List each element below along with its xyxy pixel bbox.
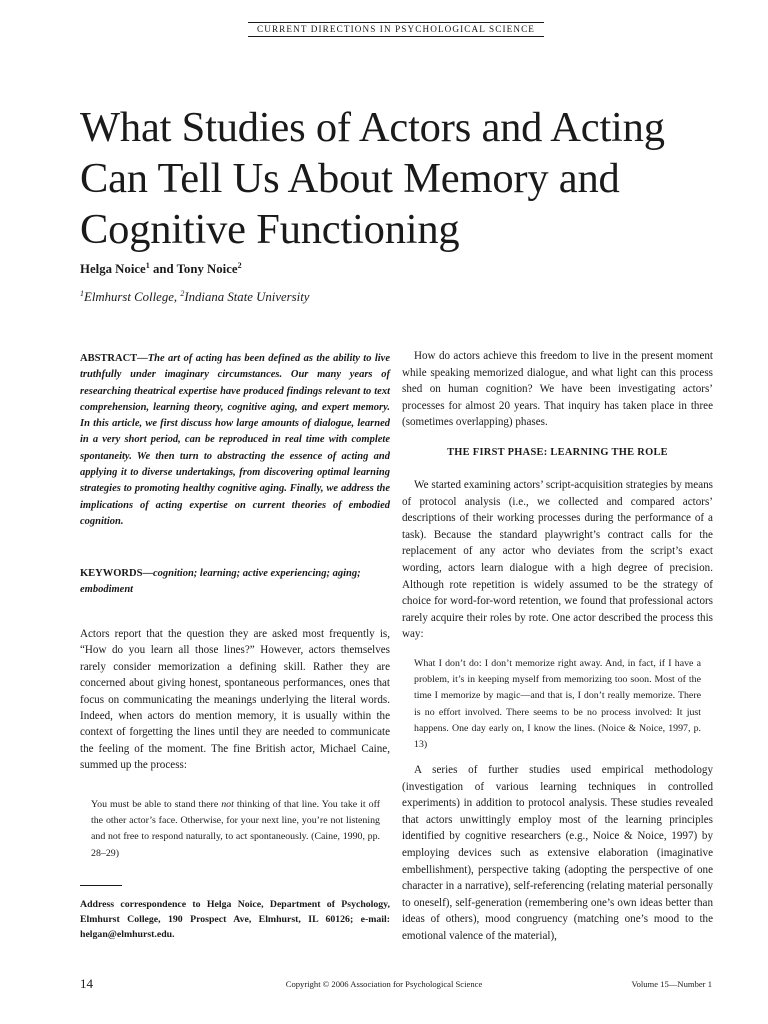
keywords-dash: — (142, 568, 153, 579)
running-head: CURRENT DIRECTIONS IN PSYCHOLOGICAL SCIENCE (248, 22, 544, 37)
affiliation-mark: 1 (80, 289, 84, 298)
author-name: Helga Noice (80, 262, 146, 276)
abstract-text: The art of acting has been defined as the ability to live truthfully under imaginary circumstances. Our many years of researching theatrical expertise have produced findings relevant to text comprehension, learning theory, cognitive aging, and expert memory. In this article, we first discuss how large amounts of dialogue, learned in a very short period, can be reproduced in real time with complete spontaneity. We then turn to abstracting the essence of acting and applying it to diverse undertakings, from discovering optimal learning strategies to promoting healthy cognitive aging. Finally, we address the implications of acting expertise on current theories of embodied cognition. (80, 353, 390, 527)
affiliation-name: Elmhurst College, (84, 290, 181, 304)
quote-text: You must be able to stand there (91, 799, 222, 810)
body-paragraph: We started examining actors’ script-acquisition strategies by means of protocol analysis (i.e., we collected and compared actors’ descriptions of their working processes during the performance of a task). Because the standard playwright’s contract calls for the replacement of any actor who deviates from the script’s exact wording, actors learn dialogue with a high degree of precision. Although rote repetition is widely assumed to be the strategy of choice for word-for-word retention, we found that professional actors rarely acquire their roles by rote. One actor described the process this way: (402, 479, 713, 641)
affiliation-mark: 2 (180, 289, 185, 298)
author-affiliation-mark: 1 (145, 261, 150, 270)
footnote-rule (80, 885, 122, 886)
section-heading: THE FIRST PHASE: LEARNING THE ROLE (447, 447, 668, 458)
author-conjunction: and (149, 262, 177, 276)
body-paragraph: Actors report that the question they are asked most frequently is, “How do you learn all those lines?” However, actors themselves rarely consider memorization a defining skill. Rather they are concerned about giving honest, spontaneous performances, ones that focus on communicating the meanings underlying the literal words. Indeed, when actors do mention memory, it is usually within the context of forgetting the lines until they are needed to communicate the feeling of the moment. The fine British actor, Michael Caine, summed up the process: (80, 628, 390, 772)
copyright-line: Copyright © 2006 Association for Psychological Science (285, 979, 483, 989)
block-quote: What I don’t do: I don’t memorize right away. And, in fact, if I have a problem, it’s in keeping myself from memorizing too soon. Most of the time I memorize by magic—and that is, I don’t really memorize. There is no effort involved. There seems to be no process involved: It just happens. One day early on, I know the lines. (Noice & Noice, 1997, p. 13) (414, 658, 701, 751)
author-name: Tony Noice (176, 262, 238, 276)
quote-text: thinking of that line. You take it off the other actor’s face. Otherwise, for your next line, you’re not listening and not free to respond naturally, to act spontaneously. (Caine, 1990, pp. 28–29) (91, 799, 380, 859)
abstract-label: ABSTRACT (80, 353, 138, 364)
quote-emphasis: not (221, 799, 234, 810)
abstract (80, 351, 390, 530)
keywords (80, 566, 390, 599)
page-number: 14 (80, 976, 93, 991)
abstract-dash: — (137, 353, 148, 364)
keywords-text: cognition; learning; active experiencing; aging; embodiment (80, 568, 361, 596)
keywords-label: KEYWORDS (80, 568, 143, 579)
correspondence-address: Address correspondence to Helga Noice, Department of Psychology, Elmhurst College, 190 Prospect Ave, Elmhurst, IL 60126; e-mail: helgan@elmhurst.edu. (80, 899, 390, 940)
affiliation-name: Indiana State University (184, 290, 310, 304)
block-quote (91, 797, 380, 862)
affiliation-line (80, 290, 309, 305)
author-affiliation-mark: 2 (237, 261, 242, 270)
article-title: What Studies of Actors and Acting Can Tell Us About Memory and Cognitive Functioning (80, 104, 665, 253)
volume-info: Volume 15—Number 1 (631, 979, 712, 989)
body-paragraph: A series of further studies used empirical methodology (investigation of various learning techniques in controlled experiments) in addition to protocol analysis. These studies revealed that actors unwittingly employ most of the learning principles identified by cognitive researchers (e.g., Noice & Noice, 1997) by employing devices such as extensive elaboration (imaginative embellishment), perspective taking (adopting the perspective of one character in a narrative), self-referencing (relating material personally to oneself), self-generation (remembering one’s own ideas better than ideas of others), mood congruency (matching one’s mood to the emotional valence of the material), (402, 764, 713, 942)
body-paragraph: How do actors achieve this freedom to live in the present moment while speaking memorized dialogue, and what light can this process shed on human cognition? We have been investigating actors’ processes for almost 20 years. That inquiry has taken place in three (sometimes overlapping) phases. (402, 350, 713, 429)
author-line (80, 262, 242, 277)
